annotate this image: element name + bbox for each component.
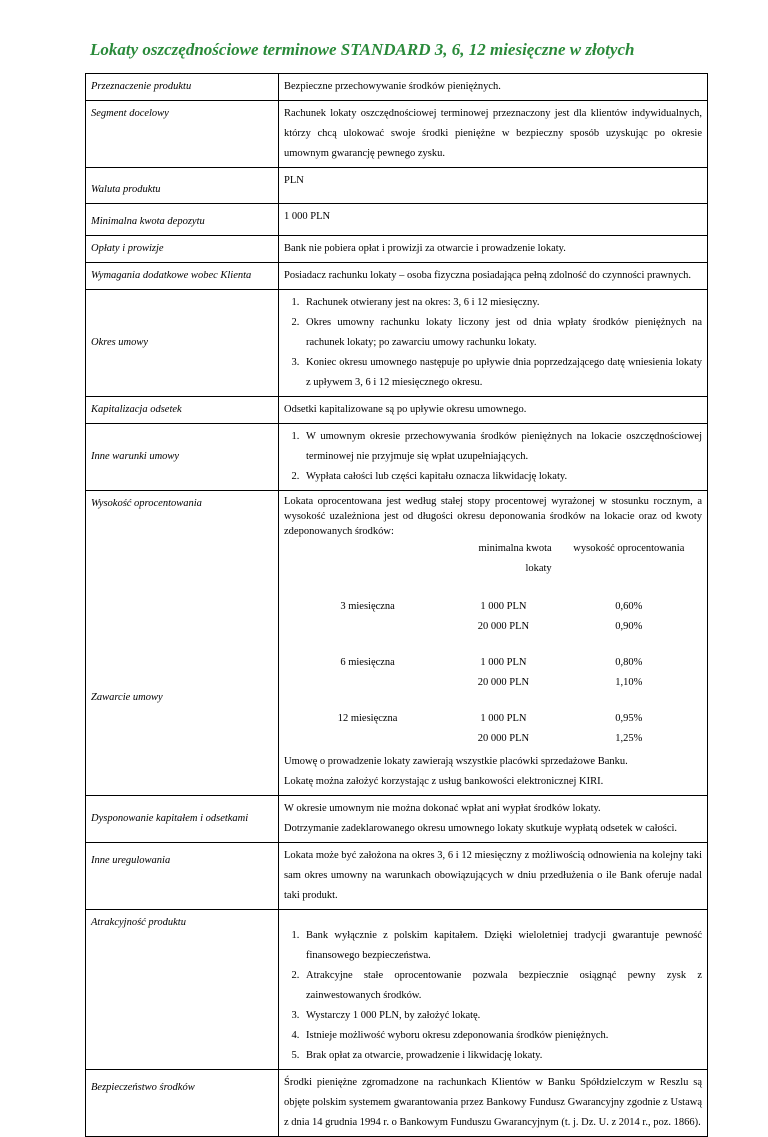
attractiveness-list (284, 926, 702, 1066)
row-value (279, 424, 708, 491)
terms-list (284, 427, 702, 487)
rates-table (284, 539, 702, 749)
table-row (86, 424, 708, 491)
row-label: Wymagania dodatkowe wobec Klienta (86, 263, 279, 290)
row-label: Inne uregulowania (86, 843, 279, 910)
rates-period: 3 miesięczna (340, 601, 395, 612)
row-value (279, 796, 708, 843)
row-label: Minimalna kwota depozytu (86, 204, 279, 236)
table-row (86, 101, 708, 168)
row-value: Bezpieczne przechowywanie środków pieniężnych. (279, 74, 708, 101)
row-label: Bezpieczeństwo środków (86, 1070, 279, 1137)
row-value: Lokata może być założona na okres 3, 6 i 12 miesięczny z możliwością odnowienia na kolejny taki sam okres umowny na warunkach obowiązujących w dniu przedłużenia o ile Bank oferuje nadal taki produkt. (279, 843, 708, 910)
product-table (85, 73, 708, 1137)
list-item: 2. Atrakcyjne stałe oprocentowanie pozwala bezpiecznie osiągnąć pewny zysk z zainwestowanych środków. (302, 966, 702, 1006)
table-row (86, 204, 708, 236)
table-row (86, 74, 708, 101)
row-value (279, 910, 708, 1070)
row-label: Przeznaczenie produktu (86, 74, 279, 101)
row-value: Bank nie pobiera opłat i prowizji za otwarcie i prowadzenie lokaty. (279, 236, 708, 263)
rates-amount: 20 000 PLN (477, 621, 530, 632)
row-label: Dysponowanie kapitałem i odsetkami (86, 796, 279, 843)
document-title: Lokaty oszczędnościowe terminowe STANDARD 3, 6, 12 miesięczne w złotych (90, 40, 635, 59)
list-item: 4. Istnieje możliwość wyboru okresu zdeponowania środków pieniężnych. (302, 1026, 702, 1046)
table-row (86, 397, 708, 424)
rates-amount: 20 000 PLN (477, 677, 530, 688)
row-label: Atrakcyjność produktu (86, 910, 279, 1070)
list-item: 2. Okres umowny rachunku lokaty liczony jest od dnia wpłaty środków pieniężnych na rachunek lokaty; po zawarciu umowy rachunku lokaty. (302, 313, 702, 353)
table-row (86, 843, 708, 910)
row-value (279, 491, 708, 753)
interest-text: Lokata oprocentowana jest według stałej stopy procentowej wyrażonej w stosunku rocznym, a wysokość uzależniona jest od długości okresu deponowania środków na lokacie oraz od kwoty zdeponowanych środków: (284, 496, 702, 537)
row-value: PLN (279, 168, 708, 204)
rates-rate: 1,25% (615, 733, 643, 744)
table-row (86, 168, 708, 204)
rates-amount: 20 000 PLN (477, 733, 530, 744)
row-label (86, 491, 279, 796)
rates-amount: 1 000 PLN (480, 601, 527, 612)
disposal-line: Dotrzymanie zadeklarowanego okresu umownego lokaty skutkuje wypłatą odsetek w całości. (284, 823, 678, 834)
table-row (86, 236, 708, 263)
disposal-line: W okresie umownym nie można dokonać wpłat ani wypłat środków lokaty. (284, 803, 601, 814)
row-value: 1 000 PLN (279, 204, 708, 236)
table-row (86, 1070, 708, 1137)
rates-rate: 0,60% (615, 601, 643, 612)
row-value (279, 290, 708, 397)
rates-header-rate: wysokość oprocentowania (573, 543, 685, 554)
list-item: 1. W umownym okresie przechowywania środków pieniężnych na lokacie oszczędnościowej terminowej nie przyjmuje się wpłat uzupełniających. (302, 427, 702, 467)
row-label: Inne warunki umowy (86, 424, 279, 491)
table-row (86, 910, 708, 1070)
row-label: Segment docelowy (86, 101, 279, 168)
contract-label: Zawarcie umowy (91, 692, 163, 703)
table-row (86, 263, 708, 290)
list-item: 1. Bank wyłącznie z polskim kapitałem. Dzięki wieloletniej tradycji gwarantuje pewność finansowego bezpieczeństwa. (302, 926, 702, 966)
row-value (279, 752, 708, 796)
table-row (86, 290, 708, 397)
interest-label: Wysokość oprocentowania (91, 498, 202, 509)
contract-line: Lokatę można założyć korzystając z usług bankowości elektronicznej KIRI. (284, 776, 604, 787)
rates-rate: 1,10% (615, 677, 643, 688)
rates-amount: 1 000 PLN (480, 657, 527, 668)
period-list (284, 293, 702, 393)
row-label: Opłaty i prowizje (86, 236, 279, 263)
list-item: 3. Koniec okresu umownego następuje po upływie dnia poprzedzającego datę wniesienia lokaty z upływem 3, 6 i 12 miesięcznego okresu. (302, 353, 702, 393)
row-value: Posiadacz rachunku lokaty – osoba fizyczna posiadająca pełną zdolność do czynności prawnych. (279, 263, 708, 290)
rates-rate: 0,95% (615, 713, 643, 724)
list-item: 2. Wypłata całości lub części kapitału oznacza likwidację lokaty. (302, 467, 702, 487)
rates-amount: 1 000 PLN (480, 713, 527, 724)
contract-line: Umowę o prowadzenie lokaty zawierają wszystkie placówki sprzedażowe Banku. (284, 756, 628, 767)
rates-rate: 0,90% (615, 621, 643, 632)
rates-period: 6 miesięczna (340, 657, 395, 668)
rates-period: 12 miesięczna (337, 713, 398, 724)
row-label: Okres umowy (86, 290, 279, 397)
list-item: 5. Brak opłat za otwarcie, prowadzenie i likwidację lokaty. (302, 1046, 702, 1066)
table-row (86, 491, 708, 753)
rates-rate: 0,80% (615, 657, 643, 668)
list-item: 1. Rachunek otwierany jest na okres: 3, 6 i 12 miesięczny. (302, 293, 702, 313)
row-value: Środki pieniężne zgromadzone na rachunkach Klientów w Banku Spółdzielczym w Reszlu są objęte polskim systemem gwarantowania przez Bankowy Fundusz Gwarancyjny zgodnie z Ustawą z dnia 14 grudnia 1994 r. o Bankowym Funduszu Gwarancyjnym (t. j. Dz. U. z 2014 r., poz. 1866). (279, 1070, 708, 1137)
list-item: 3. Wystarczy 1 000 PLN, by założyć lokatę. (302, 1006, 702, 1026)
row-label: Kapitalizacja odsetek (86, 397, 279, 424)
row-value: Rachunek lokaty oszczędnościowej terminowej przeznaczony jest dla klientów indywidualnych, którzy chcą ulokować swoje środki pieniężne w bezpieczny sposób uzyskując po okresie umownym gwarancję pewnego zysku. (279, 101, 708, 168)
table-row (86, 796, 708, 843)
rates-header-amount: minimalna kwota lokaty (478, 543, 552, 574)
row-value: Odsetki kapitalizowane są po upływie okresu umownego. (279, 397, 708, 424)
row-label: Waluta produktu (86, 168, 279, 204)
